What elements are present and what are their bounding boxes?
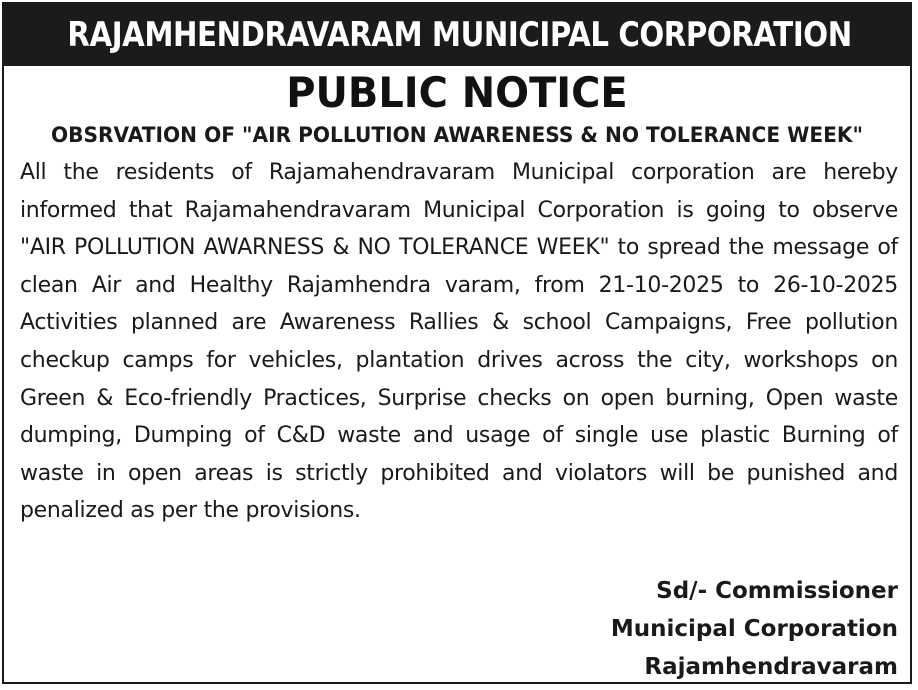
signature-line-1: Sd/- Commissioner bbox=[656, 578, 898, 604]
public-notice bbox=[2, 2, 912, 684]
notice-body: All the residents of Rajamahendravaram Municipal corporation are hereby informed that Rajamahendravaram Municipal Corporation is going to observe "AIR POLLUTION AWARNESS & NO TOLERANCE WEEK" to spread the message of clean Air and Healthy Rajamhendra varam, from 21-10-2025 to 26-10-2025 Activities planned are Awareness Rallies & school Campaigns, Free pollution checkup camps for vehicles, plantation drives across the city, workshops on Green & Eco-friendly Practices, Surprise checks on open burning, Open waste dumping, Dumping of C&D waste and usage of single use plastic Burning of waste in open areas is strictly prohibited and violators will be punished and penalized as per the provisions. bbox=[20, 160, 898, 524]
notice-title: PUBLIC NOTICE bbox=[286, 68, 628, 117]
signature-line-2: Municipal Corporation bbox=[610, 616, 898, 642]
signature-line-3: Rajamhendravaram bbox=[644, 654, 898, 680]
notice-subject: OBSRVATION OF "AIR POLLUTION AWARENESS & NO TOLERANCE WEEK" bbox=[50, 123, 864, 147]
organization-name: RAJAMHENDRAVARAM MUNICIPAL CORPORATION bbox=[67, 4, 846, 66]
